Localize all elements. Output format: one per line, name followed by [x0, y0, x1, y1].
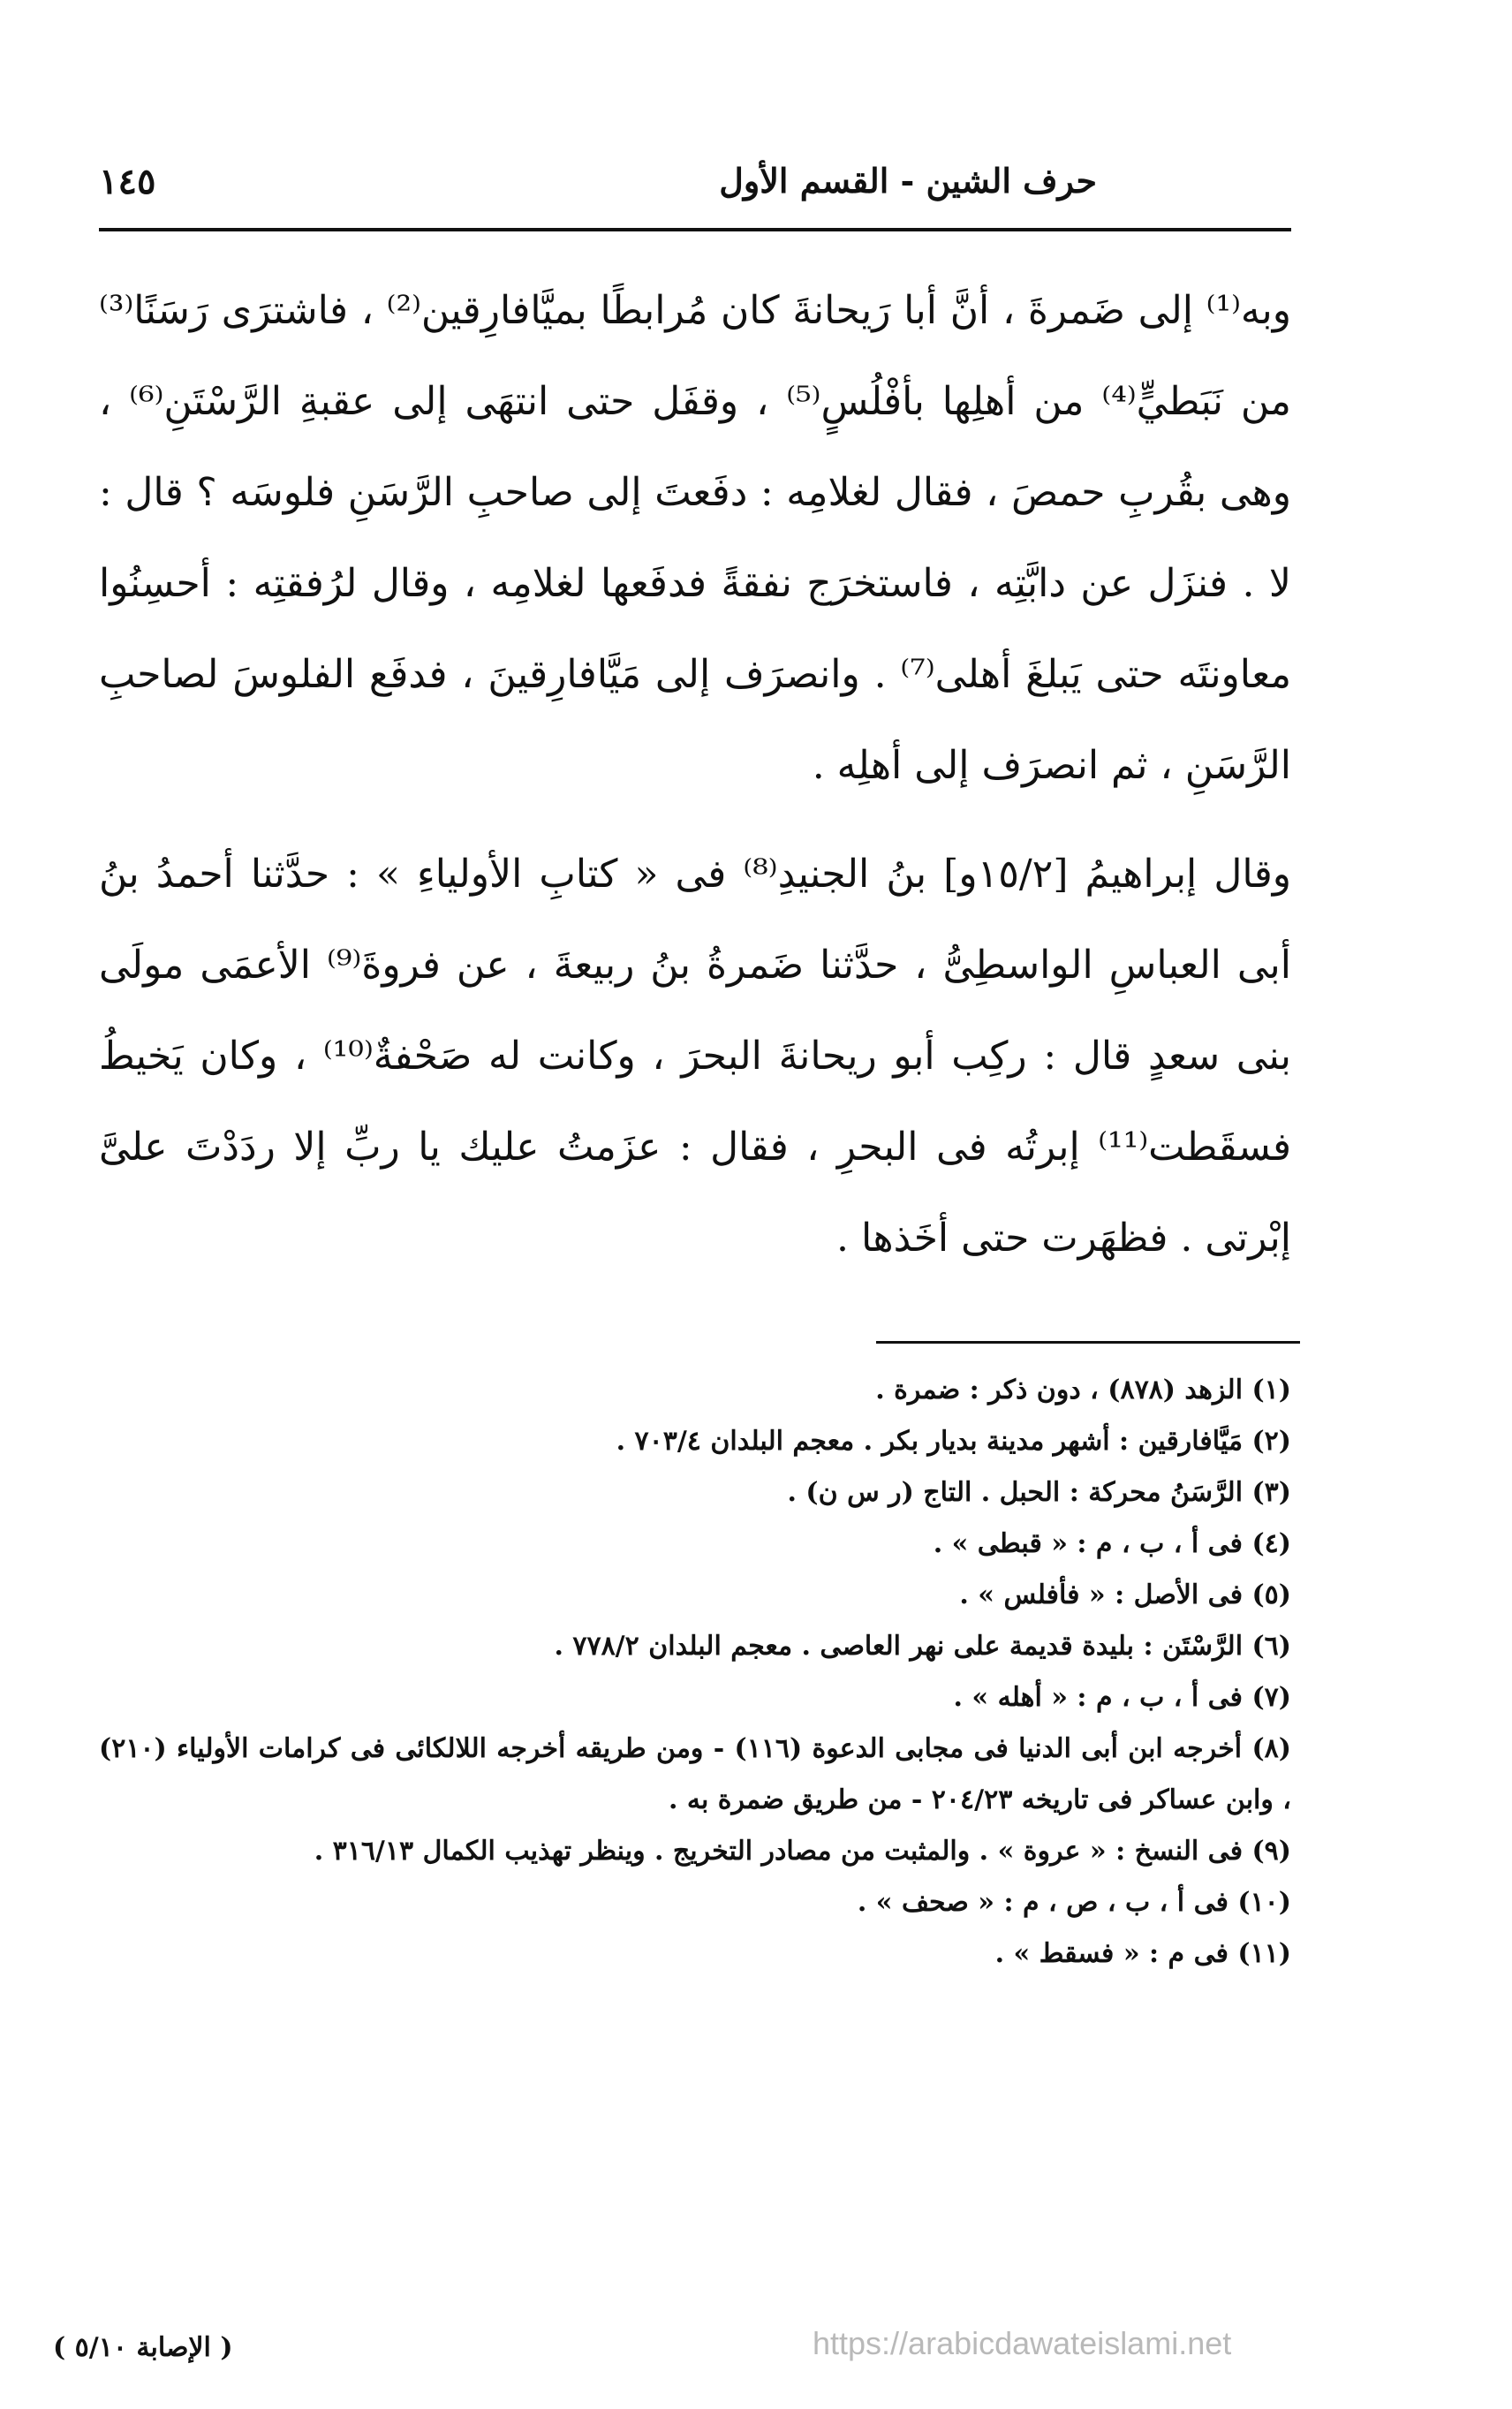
footnote-item: (٤) فى أ ، ب ، م : « قبطى » .: [933, 1528, 1291, 1559]
footnote-item: (٩) فى النسخ : « عروة » . والمثبت من مصادر التخريج . وينظر تهذيب الكمال ٣١٦/١٣ .: [314, 1836, 1291, 1867]
footnote-item: (١) الزهد (٨٧٨) ، دون ذكر : ضمرة .: [875, 1375, 1291, 1405]
paragraph: وقال إبراهيمُ [١٥/٢و] بنُ الجنيدِ⁽⁸⁾ فى « كتابِ الأولياءِ » : حدَّثنا أحمدُ بنُ أبى العباسِ الواسطِىُّ ، حدَّثنا ضَمرةُ بنُ ربيعةَ ، عن فروةَ⁽⁹⁾ الأعمَى مولَى بنى سعدٍ قال : ركِب أبو ريحانةَ البحرَ ، وكانت له صَحْفةٌ⁽¹⁰⁾ ، وكان يَخيطُ فسقَطت⁽¹¹⁾ إبرتُه فى البحرِ ، فقال : عزَمتُ عليك يا ربِّ إلا ردَدْتَ علىَّ إبْرتى . فظهَرت حتى أخَذها .: [99, 852, 1292, 1261]
page-number: ١٤٥: [99, 161, 156, 202]
header-divider: [99, 228, 1291, 231]
running-header: [99, 161, 1291, 223]
book-signature: ( الإصابة ٥/١٠ ): [53, 2332, 233, 2363]
footnote-item: (٣) الرَّسَنُ محركة : الحبل . التاج (ر س ن) .: [787, 1477, 1291, 1508]
paragraph: وبه⁽¹⁾ إلى ضَمرةَ ، أنَّ أبا رَيحانةَ كان مُرابطًا بميَّافارِقين⁽²⁾ ، فاشترَى رَسَنًا⁽³⁾ من نَبَطيٍّ⁽⁴⁾ من أهلِها بأفْلُسٍ⁽⁵⁾ ، وقفَل حتى انتهَى إلى عقبةِ الرَّسْتَنِ⁽⁶⁾ ، وهى بقُربِ حمصَ ، فقال لغلامِه : دفَعتَ إلى صاحبِ الرَّسَنِ فلوسَه ؟ قال : لا . فنزَل عن دابَّتِه ، فاستخرَج نفقةً فدفَعها لغلامِه ، وقال لرُفقتِه : أحسِنُوا معاونتَه حتى يَبلغَ أهلى⁽⁷⁾ . وانصرَف إلى مَيَّافارِقينَ ، فدفَع الفلوسَ لصاحبِ الرَّسَنِ ، ثم انصرَف إلى أهلِه .: [99, 288, 1292, 788]
watermark-url: https://arabicdawateislami.net: [813, 2325, 1232, 2361]
footnote-divider: [876, 1341, 1300, 1344]
footnote-item: (٢) مَيَّافارقين : أشهر مدينة بديار بكر . معجم البلدان ٧٠٣/٤ .: [616, 1426, 1291, 1457]
footnote-item: (٦) الرَّسْتَن : بليدة قديمة على نهر العاصى . معجم البلدان ٧٧٨/٢ .: [554, 1631, 1291, 1662]
footnotes-list: [99, 1365, 1291, 1980]
footnote-item: (٧) فى أ ، ب ، م : « أهله » .: [953, 1682, 1291, 1713]
footnote-item: (٥) فى الأصل : « فأفلس » .: [959, 1579, 1291, 1610]
page-title: حرف الشين - القسم الأول: [719, 161, 1097, 201]
main-text: [99, 265, 1291, 1301]
footnote-item: (٨) أخرجه ابن أبى الدنيا فى مجابى الدعوة (١١٦) - ومن طريقه أخرجه اللالكائى فى كرامات الأولياء (٢١٠) ، وابن عساكر فى تاريخه ٢٠٤/٢٣ - من طريق ضمرة به .: [99, 1733, 1291, 1815]
footnote-item: (١٠) فى أ ، ب ، ص ، م : « صحف » .: [857, 1887, 1291, 1918]
footnote-item: (١١) فى م : « فسقط » .: [994, 1938, 1291, 1969]
